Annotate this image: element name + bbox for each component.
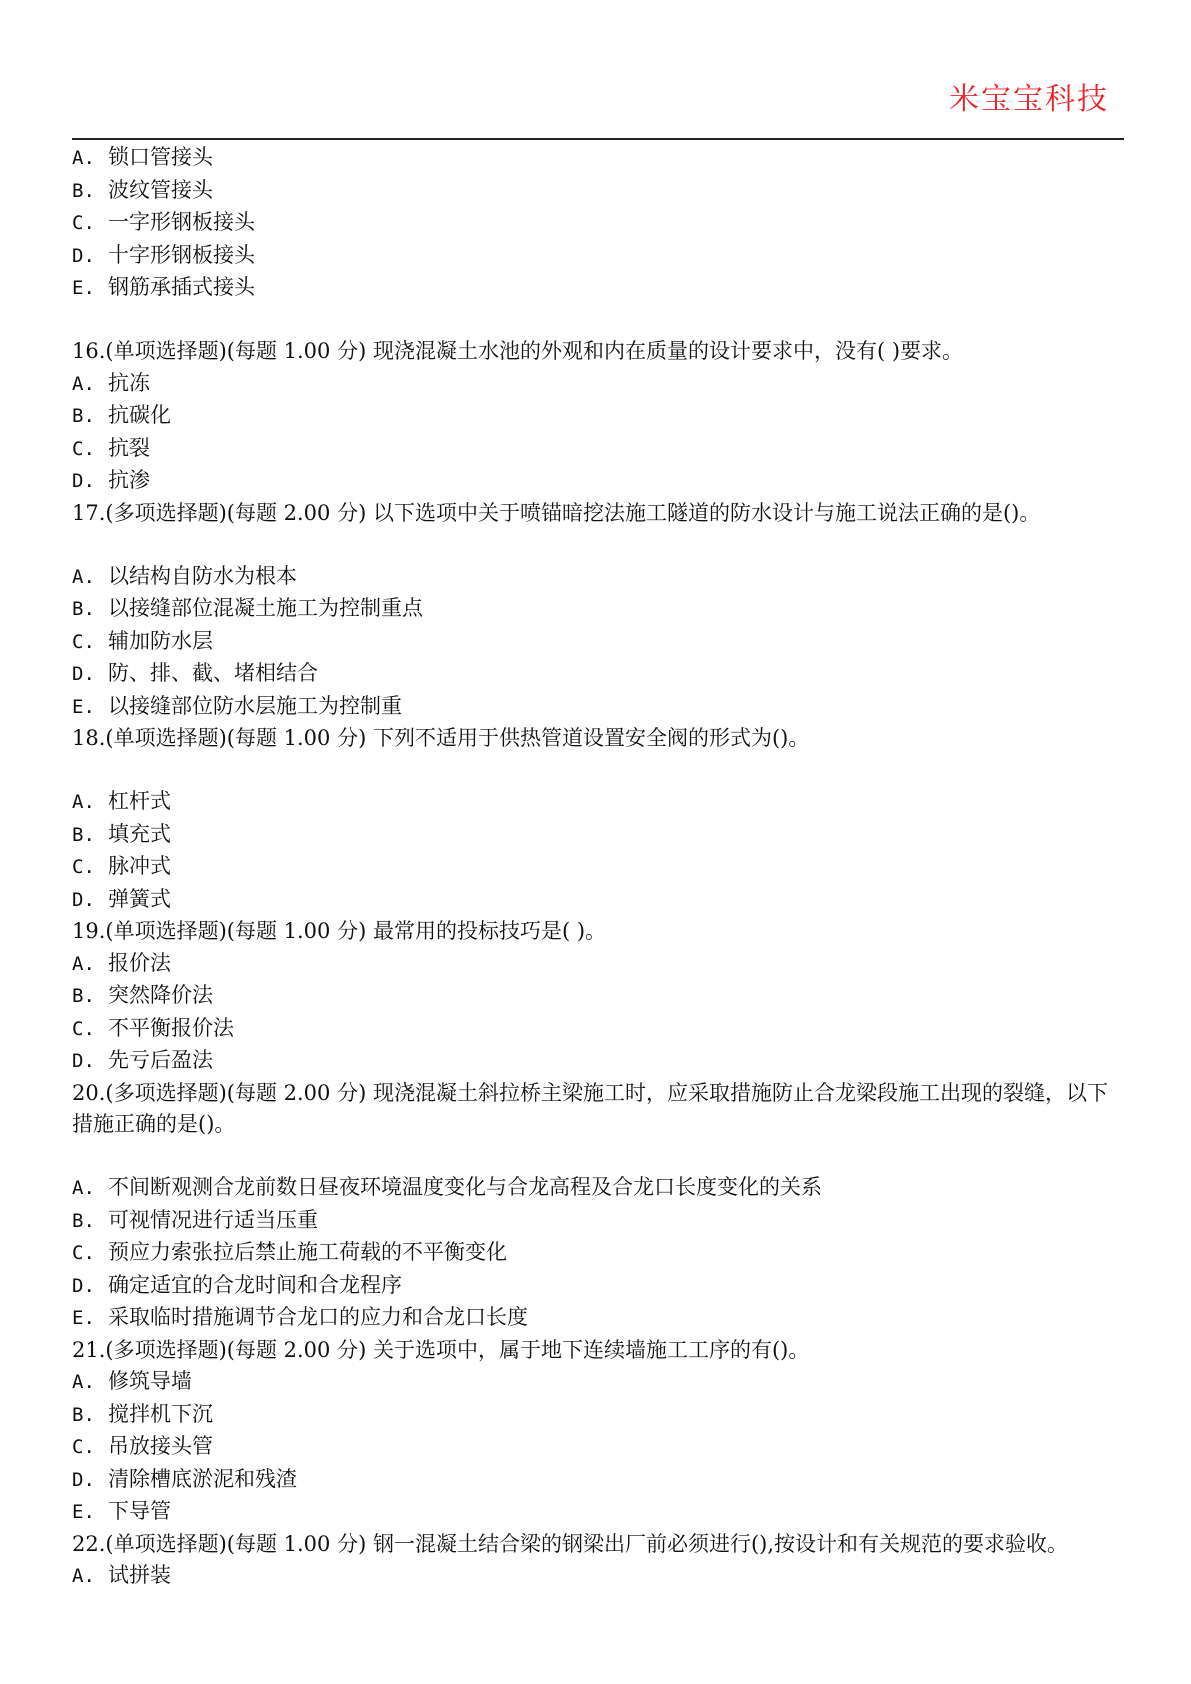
option-text: 抗裂 (108, 435, 150, 460)
option-item (72, 691, 1127, 724)
question-21 (72, 1335, 1127, 1529)
option-letter: D. (72, 1468, 95, 1491)
option-letter: D. (72, 470, 95, 492)
option-text: 弹簧式 (108, 886, 171, 911)
option-item (72, 593, 1127, 626)
question-17 (72, 498, 1127, 724)
option-text: 抗碳化 (108, 403, 171, 427)
brand-watermark: 米宝宝科技 (949, 82, 1109, 117)
option-letter: C. (72, 1436, 95, 1458)
option-letter: D. (72, 244, 95, 267)
option-item (72, 1205, 1127, 1238)
option-text: 确定适宜的合龙时间和合龙程序 (108, 1272, 402, 1297)
option-text: 下导管 (108, 1499, 171, 1523)
option-text: 可视情况进行适当压重 (108, 1207, 318, 1232)
option-letter: C. (72, 856, 95, 878)
option-item (72, 980, 1127, 1013)
option-item (72, 240, 1127, 273)
option-letter: E. (72, 1501, 95, 1523)
option-item (72, 1270, 1127, 1303)
spacer (72, 755, 1127, 787)
option-text: 锁口管接头 (108, 145, 213, 169)
continued-option-list (72, 142, 1127, 305)
option-item (72, 658, 1127, 691)
option-text: 以结构自防水为根本 (108, 563, 297, 588)
option-item (72, 368, 1127, 401)
option-text: 以接缝部位混凝土施工为控制重点 (108, 596, 423, 620)
option-item (72, 1045, 1127, 1078)
option-text: 杠杆式 (108, 789, 171, 813)
option-letter: E. (72, 1307, 95, 1329)
spacer (72, 529, 1127, 561)
option-item (72, 1237, 1127, 1270)
option-letter: B. (72, 179, 95, 202)
option-letter: C. (72, 1017, 95, 1040)
option-letter: D. (72, 1050, 95, 1072)
question-16 (72, 336, 1127, 498)
option-letter: B. (72, 1403, 95, 1426)
spacer (72, 1141, 1127, 1173)
option-text: 先亏后盈法 (108, 1048, 213, 1072)
option-text: 突然降价法 (108, 983, 213, 1007)
option-text: 采取临时措施调节合龙口的应力和合龙口长度 (108, 1305, 528, 1329)
option-letter: B. (72, 598, 95, 620)
question-22 (72, 1529, 1127, 1593)
question-stem: 17.(多项选择题)(每题 2.00 分) 以下选项中关于喷锚暗挖法施工隧道的防水设计与施工说法正确的是()。 (72, 500, 1041, 525)
option-letter: A. (72, 1371, 95, 1393)
question-stem: 18.(单项选择题)(每题 1.00 分) 下列不适用于供热管道设置安全阀的形式为()。 (72, 726, 810, 750)
option-letter: A. (72, 1177, 95, 1199)
option-letter: C. (72, 1242, 95, 1264)
option-item (72, 400, 1127, 433)
option-letter: A. (72, 147, 95, 169)
option-letter: E. (72, 695, 95, 718)
content (72, 142, 1127, 1593)
option-item (72, 884, 1127, 917)
option-item (72, 433, 1127, 466)
option-letter: B. (72, 823, 95, 846)
option-item (72, 1366, 1127, 1399)
question-stem: 16.(单项选择题)(每题 1.00 分) 现浇混凝土水池的外观和内在质量的设计要求中，没有( )要求。 (72, 339, 964, 363)
option-text: 试拼装 (108, 1563, 171, 1587)
option-item (72, 1302, 1127, 1335)
option-text: 清除槽底淤泥和残渣 (108, 1466, 297, 1491)
option-item (72, 786, 1127, 819)
option-text: 预应力索张拉后禁止施工荷载的不平衡变化 (108, 1240, 507, 1264)
question-stem: 22.(单项选择题)(每题 1.00 分) 钢一混凝土结合梁的钢梁出厂前必须进行(),按设计和有关规范的要求验收。 (72, 1531, 1069, 1556)
option-letter: A. (72, 791, 95, 813)
option-text: 报价法 (108, 950, 171, 975)
option-text: 脉冲式 (108, 854, 171, 878)
question-stem: 21.(多项选择题)(每题 2.00 分) 关于选项中，属于地下连续墙施工工序的有()。 (72, 1337, 810, 1362)
option-item (72, 142, 1127, 175)
option-item (72, 1496, 1127, 1529)
option-letter: C. (72, 212, 95, 234)
option-item (72, 207, 1127, 240)
option-item (72, 561, 1127, 594)
option-text: 钢筋承插式接头 (108, 275, 255, 299)
option-letter: A. (72, 565, 95, 588)
option-letter: D. (72, 663, 95, 685)
spacer (72, 305, 1127, 337)
option-text: 抗冻 (108, 370, 150, 395)
option-text: 波纹管接头 (108, 177, 213, 202)
header-rule (72, 138, 1124, 140)
option-text: 十字形钢板接头 (108, 242, 255, 267)
option-item (72, 1431, 1127, 1464)
option-item (72, 1464, 1127, 1497)
option-text: 不间断观测合龙前数日昼夜环境温度变化与合龙高程及合龙口长度变化的关系 (108, 1175, 822, 1199)
option-text: 一字形钢板接头 (108, 210, 255, 234)
option-item (72, 626, 1127, 659)
option-text: 抗渗 (108, 468, 150, 492)
option-item (72, 1560, 1127, 1593)
option-item (72, 1399, 1127, 1432)
option-item (72, 819, 1127, 852)
option-text: 搅拌机下沉 (108, 1401, 213, 1426)
option-letter: A. (72, 1565, 95, 1587)
question-18 (72, 723, 1127, 916)
option-letter: D. (72, 888, 95, 911)
option-item (72, 175, 1127, 208)
option-letter: A. (72, 952, 95, 975)
question-stem: 20.(多项选择题)(每题 2.00 分) 现浇混凝土斜拉桥主梁施工时，应采取措施防止合龙梁段施工出现的裂缝，以下措施正确的是()。 (72, 1080, 1108, 1136)
question-19 (72, 916, 1127, 1078)
option-letter: E. (72, 277, 95, 299)
option-item (72, 948, 1127, 981)
question-20 (72, 1078, 1127, 1335)
option-item (72, 272, 1127, 305)
option-letter: B. (72, 405, 95, 427)
option-letter: B. (72, 1209, 95, 1232)
option-item (72, 1013, 1127, 1046)
option-item (72, 1172, 1127, 1205)
option-text: 辅加防水层 (108, 628, 213, 653)
option-text: 防、排、截、堵相结合 (108, 661, 318, 685)
option-text: 不平衡报价法 (108, 1015, 234, 1040)
question-stem: 19.(单项选择题)(每题 1.00 分) 最常用的投标技巧是( )。 (72, 919, 607, 943)
option-item (72, 465, 1127, 498)
option-letter: B. (72, 985, 95, 1007)
option-text: 填充式 (108, 821, 171, 846)
option-item (72, 851, 1127, 884)
option-letter: A. (72, 372, 95, 395)
option-letter: C. (72, 437, 95, 460)
option-text: 修筑导墙 (108, 1369, 192, 1393)
option-letter: D. (72, 1274, 95, 1297)
option-text: 吊放接头管 (108, 1434, 213, 1458)
option-letter: C. (72, 630, 95, 653)
option-text: 以接缝部位防水层施工为控制重 (108, 693, 402, 718)
